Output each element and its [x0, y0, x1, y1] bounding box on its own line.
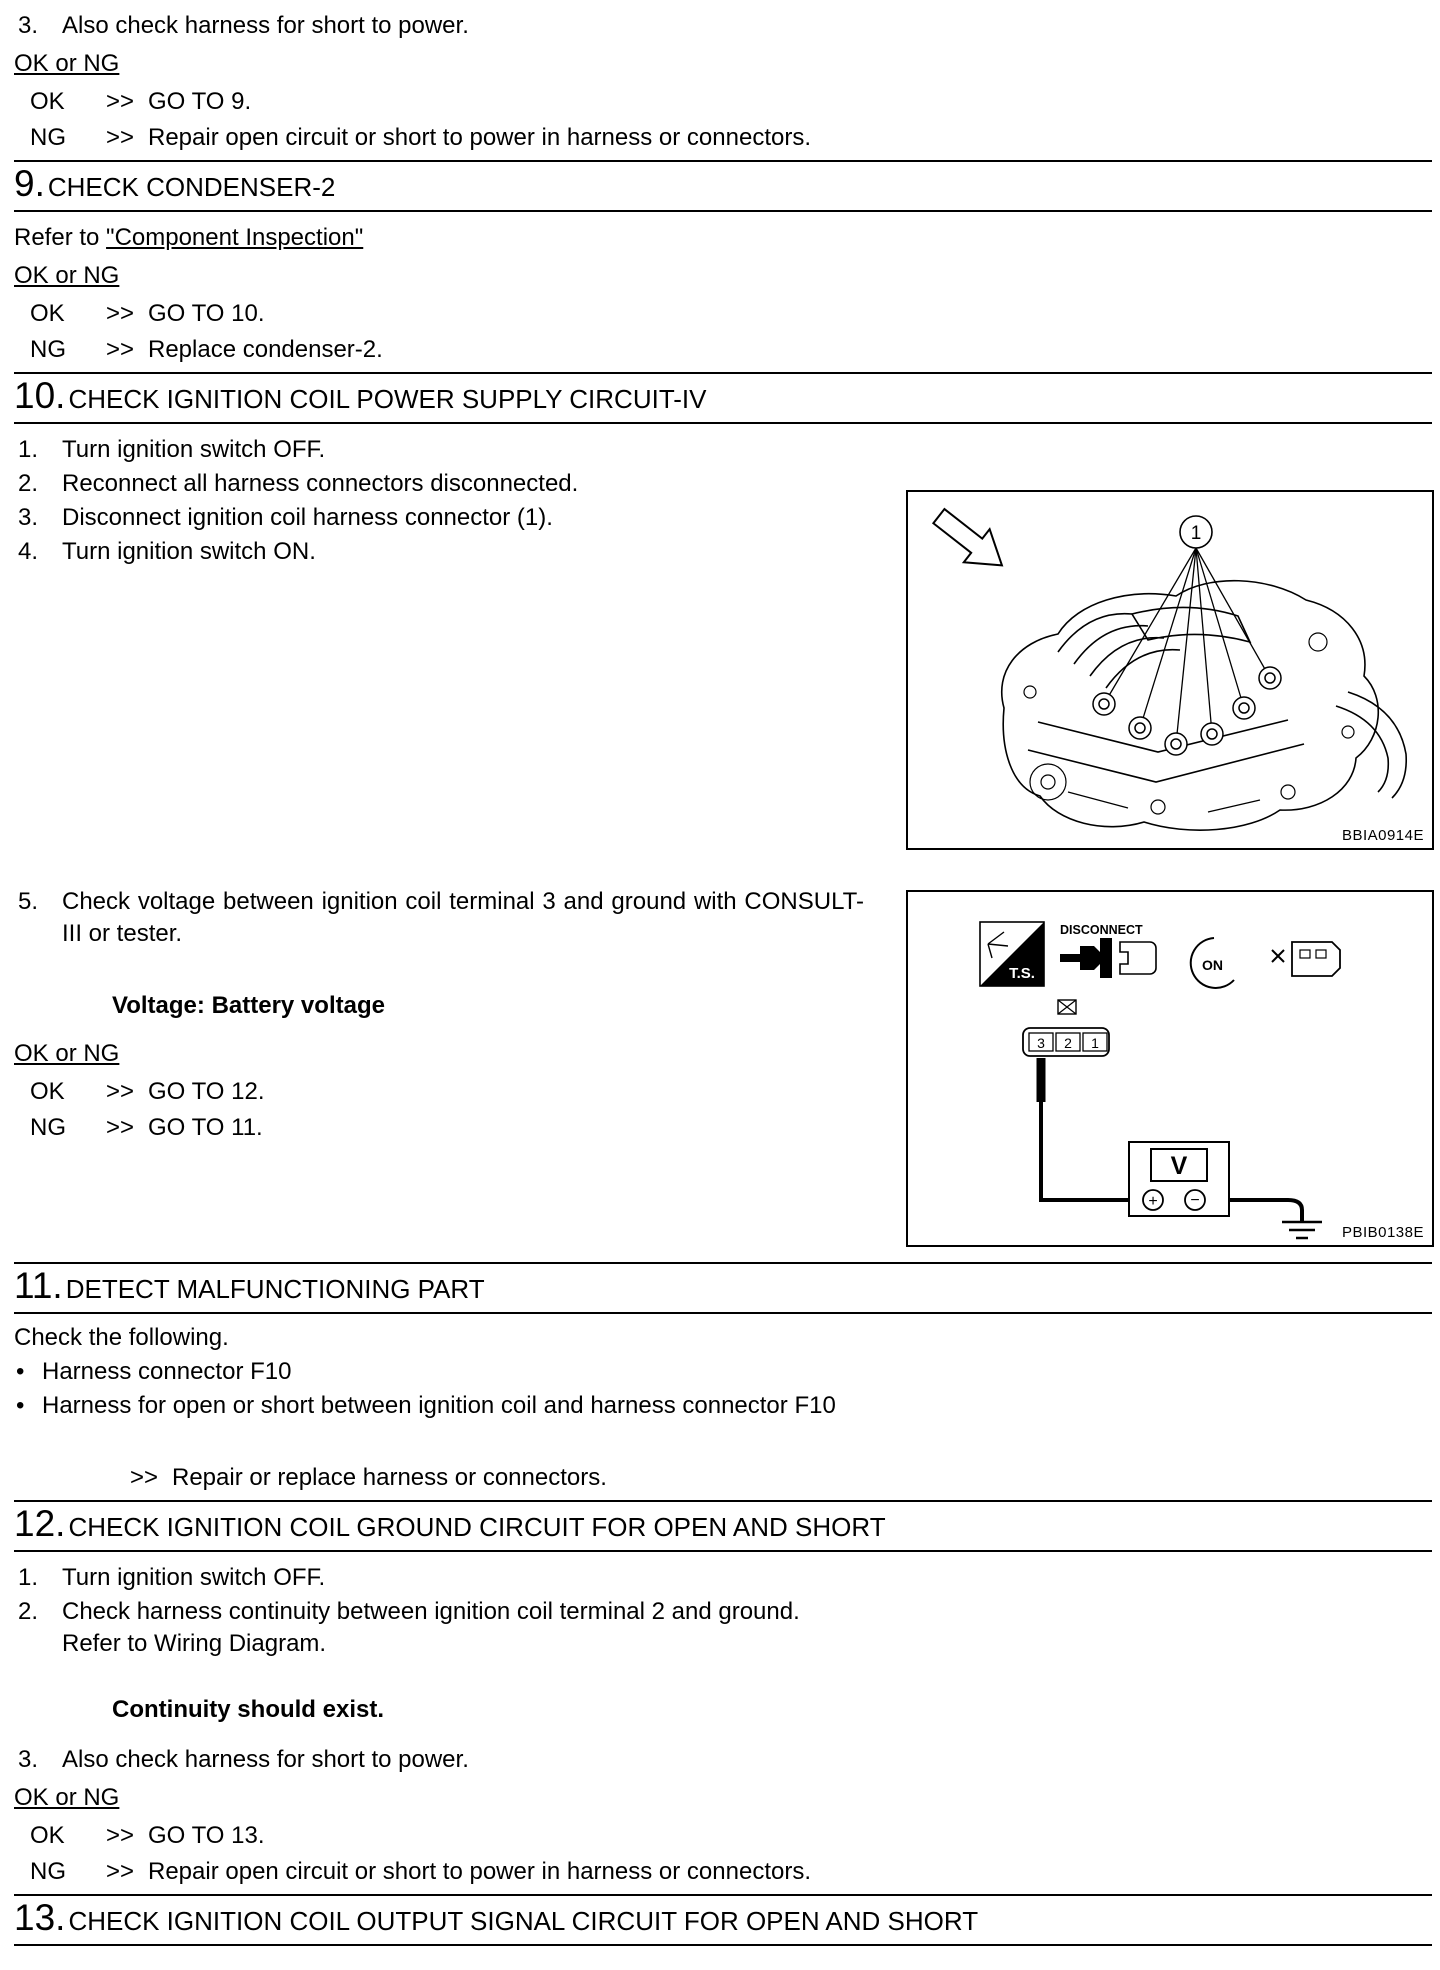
bullet-icon: • [16, 1392, 25, 1419]
list-item [18, 468, 578, 500]
list-item [18, 502, 553, 534]
list-item-number: 3. [18, 12, 39, 39]
list-item-number: 3. [18, 504, 39, 531]
list-item-number: 4. [18, 538, 39, 565]
list-item [18, 1562, 325, 1594]
result-key: OK [30, 1078, 65, 1105]
svg-text:1: 1 [1190, 523, 1202, 544]
ok-or-ng-label: OK or NG [14, 1784, 120, 1811]
svg-text:DISCONNECT: DISCONNECT [1060, 923, 1143, 937]
list-item-text: Reconnect all harness connectors disconnected. [62, 470, 579, 497]
figure-code: BBIA0914E [1341, 827, 1424, 844]
result-row [14, 334, 383, 366]
list-item-text: Turn ignition switch OFF. [62, 436, 326, 463]
list-item [18, 10, 469, 42]
refer-prefix: Refer to [14, 224, 107, 251]
result-action: Repair or replace harness or connectors. [172, 1464, 607, 1491]
list-item-text: Also check harness for short to power. [62, 12, 469, 39]
bullet-text: Harness for open or short between ignition coil and harness connector F10 [42, 1392, 836, 1419]
result-arrow: >> [106, 300, 135, 327]
bullet-item [16, 1390, 836, 1422]
result-row [14, 1856, 811, 1888]
step-title: CHECK CONDENSER-2 [47, 172, 336, 202]
step-heading-10 [14, 372, 1432, 424]
step-number: 10. [14, 375, 66, 416]
engine-line-art [908, 492, 1432, 848]
direction-arrow-icon [926, 500, 1015, 582]
engine-details [1024, 633, 1354, 814]
result-key: NG [30, 1858, 66, 1885]
result-key: NG [30, 336, 66, 363]
result-action: GO TO 9. [148, 88, 252, 115]
result-arrow: >> [106, 124, 135, 151]
list-item [18, 1596, 800, 1660]
result-arrow: >> [106, 1078, 135, 1105]
list-item-number: 1. [18, 436, 39, 463]
svg-text:−: − [1190, 1192, 1200, 1209]
voltmeter [1129, 1142, 1229, 1216]
step-heading-12 [14, 1500, 1432, 1552]
svg-text:2: 2 [1064, 1035, 1072, 1051]
list-item-text: Disconnect ignition coil harness connector (1). [62, 504, 553, 531]
bullet-icon: • [16, 1358, 25, 1385]
step-heading-13 [14, 1894, 1432, 1946]
result-action: GO TO 10. [148, 300, 265, 327]
result-arrow: >> [106, 1822, 135, 1849]
connect-on-icon [1191, 938, 1234, 988]
result-action: Replace condenser-2. [148, 336, 383, 363]
result-arrow: >> [130, 1464, 159, 1491]
list-item-text: Check voltage between ignition coil terminal 3 and ground with CONSULT-III or tester. [62, 888, 864, 947]
step-heading-9 [14, 160, 1432, 212]
result-action: Repair open circuit or short to power in harness or connectors. [148, 124, 811, 151]
result-row [14, 1820, 265, 1852]
figure-voltage-test-diagram [906, 890, 1434, 1247]
result-key: NG [30, 1114, 66, 1141]
refer-line [14, 222, 363, 254]
result-action: GO TO 11. [148, 1114, 263, 1141]
connector-housing-icon [1272, 942, 1340, 976]
figure-engine-ignition-coil [906, 490, 1434, 850]
list-item-number: 2. [18, 470, 39, 497]
step-title: CHECK IGNITION COIL GROUND CIRCUIT FOR OPEN AND SHORT [68, 1512, 886, 1542]
svg-text:ON: ON [1202, 957, 1223, 973]
step-title: CHECK IGNITION COIL POWER SUPPLY CIRCUIT-IV [68, 384, 707, 414]
svg-text:3: 3 [1037, 1035, 1045, 1051]
bullet-text: Harness connector F10 [42, 1358, 292, 1385]
step-number: 9. [14, 163, 45, 204]
list-item-text: Turn ignition switch OFF. [62, 1564, 326, 1591]
svg-text:T.S.: T.S. [1009, 965, 1035, 982]
result-row [14, 1076, 265, 1108]
list-item-text: Turn ignition switch ON. [62, 538, 316, 565]
list-item [18, 1744, 469, 1776]
ok-or-ng-label: OK or NG [14, 1040, 120, 1067]
list-item-number: 5. [18, 888, 39, 915]
ignition-coil-markers [1093, 667, 1281, 755]
disconnect-icon [1060, 923, 1156, 978]
list-item [18, 434, 325, 466]
step-number: 13. [14, 1897, 66, 1938]
step-heading-11 [14, 1262, 1432, 1314]
list-item-line: Refer to Wiring Diagram. [62, 1630, 327, 1657]
result-key: OK [30, 300, 65, 327]
list-item-text: Also check harness for short to power. [62, 1746, 469, 1773]
list-item [18, 536, 316, 568]
check-intro: Check the following. [14, 1324, 229, 1351]
spec-line: Voltage: Battery voltage [112, 992, 385, 1019]
step-number: 11. [14, 1265, 63, 1306]
result-arrow: >> [106, 88, 135, 115]
step-title: DETECT MALFUNCTIONING PART [65, 1274, 485, 1304]
result-arrow: >> [106, 1114, 135, 1141]
svg-text:1: 1 [1091, 1035, 1099, 1051]
bullet-item [16, 1356, 291, 1388]
result-key: OK [30, 88, 65, 115]
svg-text:V: V [1170, 1152, 1188, 1180]
result-action: Repair open circuit or short to power in harness or connectors. [148, 1858, 811, 1885]
coil-connector-pins [1023, 1000, 1109, 1056]
ground-symbol [1282, 1222, 1322, 1238]
result-arrow: >> [106, 1858, 135, 1885]
result-arrow: >> [106, 336, 135, 363]
svg-text:+: + [1148, 1193, 1158, 1210]
step-title: CHECK IGNITION COIL OUTPUT SIGNAL CIRCUIT FOR OPEN AND SHORT [68, 1906, 979, 1936]
list-item-number: 1. [18, 1564, 39, 1591]
ok-or-ng-label: OK or NG [14, 262, 120, 289]
result-row [14, 298, 265, 330]
list-item-number: 2. [18, 1598, 39, 1625]
result-row [14, 122, 811, 154]
spec-line: Continuity should exist. [112, 1696, 385, 1723]
figure-code: PBIB0138E [1341, 1224, 1424, 1241]
callout-1 [1180, 516, 1212, 548]
ok-or-ng-label: OK or NG [14, 50, 120, 77]
result-row [14, 86, 251, 118]
ts-tool-icon [980, 922, 1044, 986]
step-number: 12. [14, 1503, 66, 1544]
result-key: NG [30, 124, 66, 151]
list-item [18, 886, 864, 950]
result-row [14, 1112, 263, 1144]
voltage-test-art [908, 892, 1432, 1245]
list-item-line: Check harness continuity between ignition coil terminal 2 and ground. [62, 1598, 800, 1625]
result-action: GO TO 12. [148, 1078, 265, 1105]
result-action: GO TO 13. [148, 1822, 265, 1849]
list-item-text [62, 1596, 800, 1660]
list-item-number: 3. [18, 1746, 39, 1773]
component-inspection-link[interactable]: "Component Inspection" [106, 224, 364, 251]
result-key: OK [30, 1822, 65, 1849]
result-row [130, 1462, 607, 1494]
